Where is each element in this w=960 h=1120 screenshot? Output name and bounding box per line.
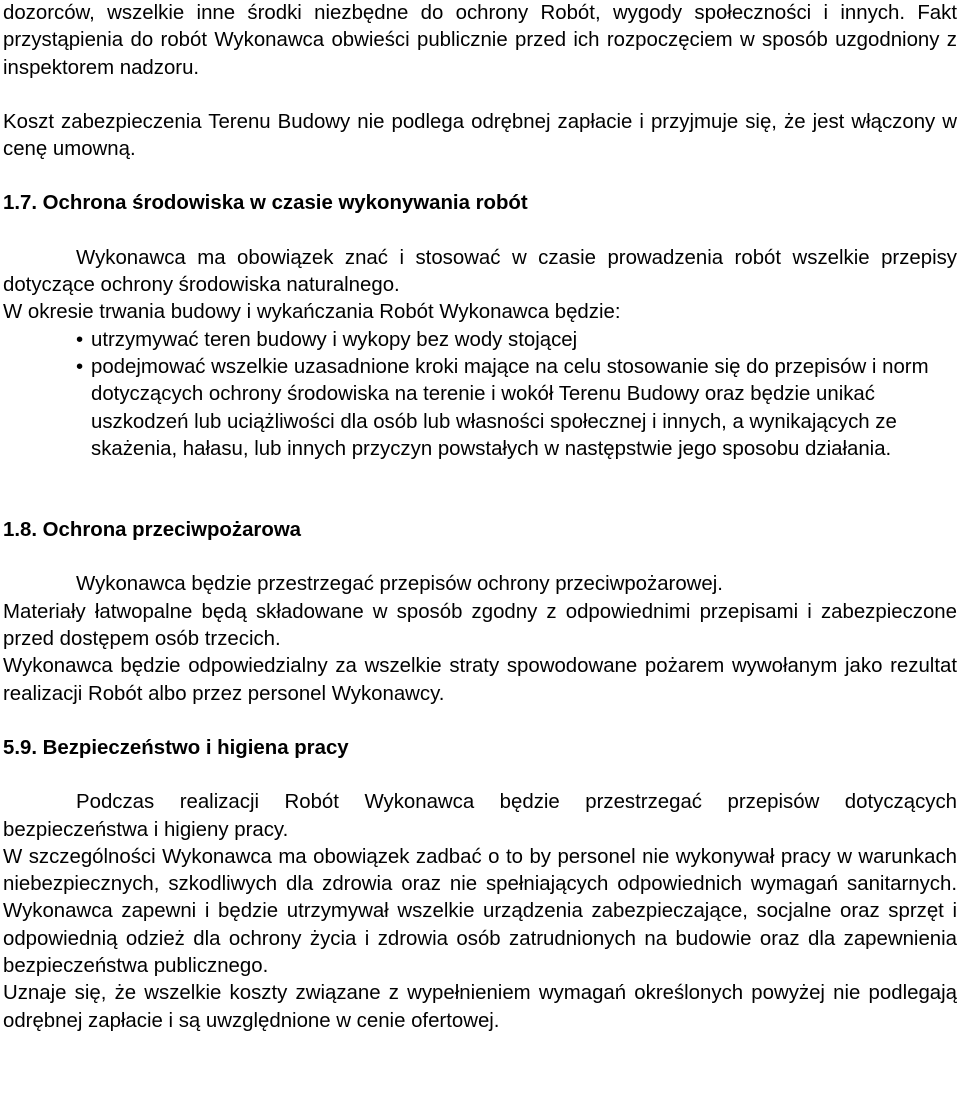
section-heading-environment: 1.7. Ochrona środowiska w czasie wykonywania robót <box>3 192 528 215</box>
section-heading-fire-protection: 1.8. Ochrona przeciwpożarowa <box>3 519 302 542</box>
environment-intro-paragraph: Wykonawca ma obowiązek znać i stosować w czasie prowadzenia robót wszelkie przepisy dotyczące ochrony środowiska naturalnego. <box>3 246 957 297</box>
environment-duties-list <box>3 327 957 463</box>
health-safety-paragraph-3: Uznaje się, że wszelkie koszty związane z wypełnieniem wymagań określonych powyżej nie podlegają odrębnej zapłacie i są uwzględnione w cenie ofertowej. <box>3 982 957 1032</box>
section-heading-health-safety: 5.9. Bezpieczeństwo i higiena pracy <box>3 736 349 759</box>
list-item <box>3 327 957 354</box>
site-protection-paragraph: dozorców, wszelkie inne środki niezbędne do ochrony Robót, wygody społeczności i innych. Fakt przystąpienia do robót Wykonawca obwieści publicznie przed ich rozpoczęciem w sposób uzgodniony z inspektorem nadzoru. <box>3 2 957 79</box>
fire-protection-paragraph-2: Materiały łatwopalne będą składowane w sposób zgodny z odpowiednimi przepisami i zabezpieczone przed dostępem osób trzecich. <box>3 600 957 651</box>
list-item-text: podejmować wszelkie uzasadnione kroki mające na celu stosowanie się do przepisów i norm dotyczących ochrony środowiska na terenie i wokół Terenu Budowy oraz będzie unikać uszkodzeń lub uciążliwości dla osób lub własności społecznej i innych, a wynikających ze skażenia, hałasu, lub innych przyczyn powstałych w następstwie jego sposobu działania. <box>91 355 929 460</box>
site-protection-cost-paragraph: Koszt zabezpieczenia Terenu Budowy nie podlega odrębnej zapłacie i przyjmuje się, że jest włączony w cenę umowną. <box>3 110 957 161</box>
bullet-glyph: • <box>76 328 84 351</box>
list-item <box>3 354 957 463</box>
fire-protection-paragraph-3: Wykonawca będzie odpowiedzialny za wszelkie straty spowodowane pożarem wywołanym jako rezultat realizacji Robót albo przez personel Wykonawcy. <box>3 655 957 705</box>
list-item-text: utrzymywać teren budowy i wykopy bez wody stojącej <box>91 328 578 351</box>
health-safety-paragraph-1: Podczas realizacji Robót Wykonawca będzie przestrzegać przepisów dotyczących bezpieczeństwa i higieny pracy. <box>3 791 957 841</box>
document-page <box>3 0 957 1035</box>
bullet-glyph: • <box>76 355 84 378</box>
environment-duties-paragraph: W okresie trwania budowy i wykańczania Robót Wykonawca będzie: <box>3 301 621 324</box>
health-safety-paragraph-2: W szczególności Wykonawca ma obowiązek zadbać o to by personel nie wykonywał pracy w warunkach niebezpiecznych, szkodliwych dla zdrowia oraz nie spełniających odpowiednich wymagań sanitarnych. Wykonawca zapewni i będzie utrzymywał wszelkie urządzenia zabezpieczające, socjalne oraz sprzęt i odpowiednią odzież dla ochrony życia i zdrowia osób zatrudnionych na budowie oraz dla zapewnienia bezpieczeństwa publicznego. <box>3 845 957 978</box>
fire-protection-paragraph-1: Wykonawca będzie przestrzegać przepisów ochrony przeciwpożarowej. <box>76 573 723 596</box>
